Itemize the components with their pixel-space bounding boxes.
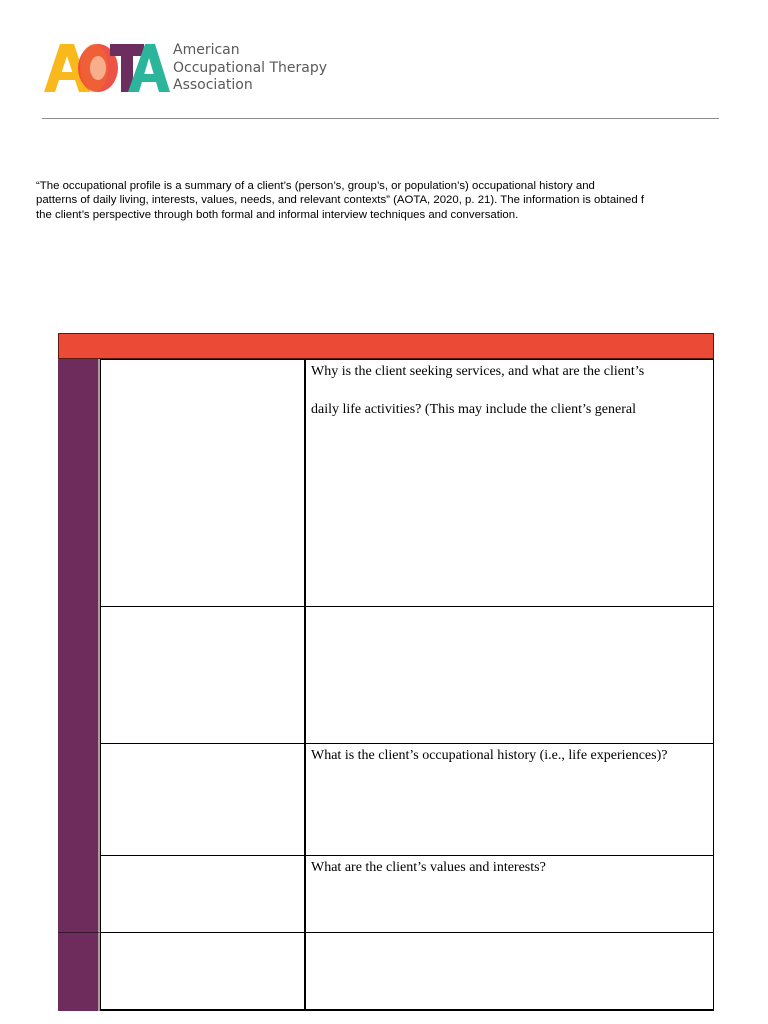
question-line: What are the client’s values and interests? (311, 860, 546, 875)
header-divider (42, 118, 719, 119)
aota-logo (44, 42, 334, 96)
intro-paragraph (36, 179, 736, 222)
table-row (100, 606, 714, 743)
intro-line: “The occupational profile is a summary of a client’s (person’s, group’s, or population’s) occupational history and (36, 180, 595, 192)
question-line: daily life activities? (This may include the client’s general (311, 402, 636, 417)
row-question-cell[interactable] (306, 856, 714, 932)
row-question-cell[interactable] (306, 744, 714, 855)
logo-a2-crossbar (140, 74, 160, 82)
question-line: What is the client’s occupational history (i.e., life experiences)? (311, 748, 668, 763)
table-row (100, 743, 714, 855)
organization-name (173, 42, 327, 95)
row-label-cell[interactable] (100, 744, 306, 855)
row-label-cell[interactable] (100, 856, 306, 932)
row-question-cell[interactable] (306, 360, 714, 606)
org-name-line-3: Association (173, 77, 253, 93)
table-row (100, 359, 714, 606)
row-label-cell[interactable] (100, 607, 306, 743)
section-band-client-report (58, 359, 100, 932)
org-name-line-2: Occupational Therapy (173, 59, 328, 76)
row-question-cell[interactable] (306, 607, 714, 743)
row-label-cell[interactable] (100, 933, 306, 1011)
aota-logo-mark (44, 42, 170, 96)
section-band-next (58, 932, 100, 1011)
occupational-profile-table (58, 333, 714, 1011)
table-row (100, 855, 714, 932)
org-name-line-1: American (173, 42, 240, 58)
logo-o-overlay (80, 44, 108, 92)
row-label-cell[interactable] (100, 360, 306, 606)
question-line: Why is the client seeking services, and what are the client’s (311, 364, 645, 379)
table-grid (100, 359, 714, 1011)
intro-line: patterns of daily living, interests, values, needs, and relevant contexts” (AOTA, 2020, p. 21). The information is obtained f (36, 194, 645, 207)
row-question-cell[interactable] (306, 933, 714, 1011)
logo-a-crossbar (58, 72, 76, 80)
intro-line: the client’s perspective through both formal and informal interview techniques and conversation. (36, 208, 519, 221)
table-row (100, 932, 714, 1011)
